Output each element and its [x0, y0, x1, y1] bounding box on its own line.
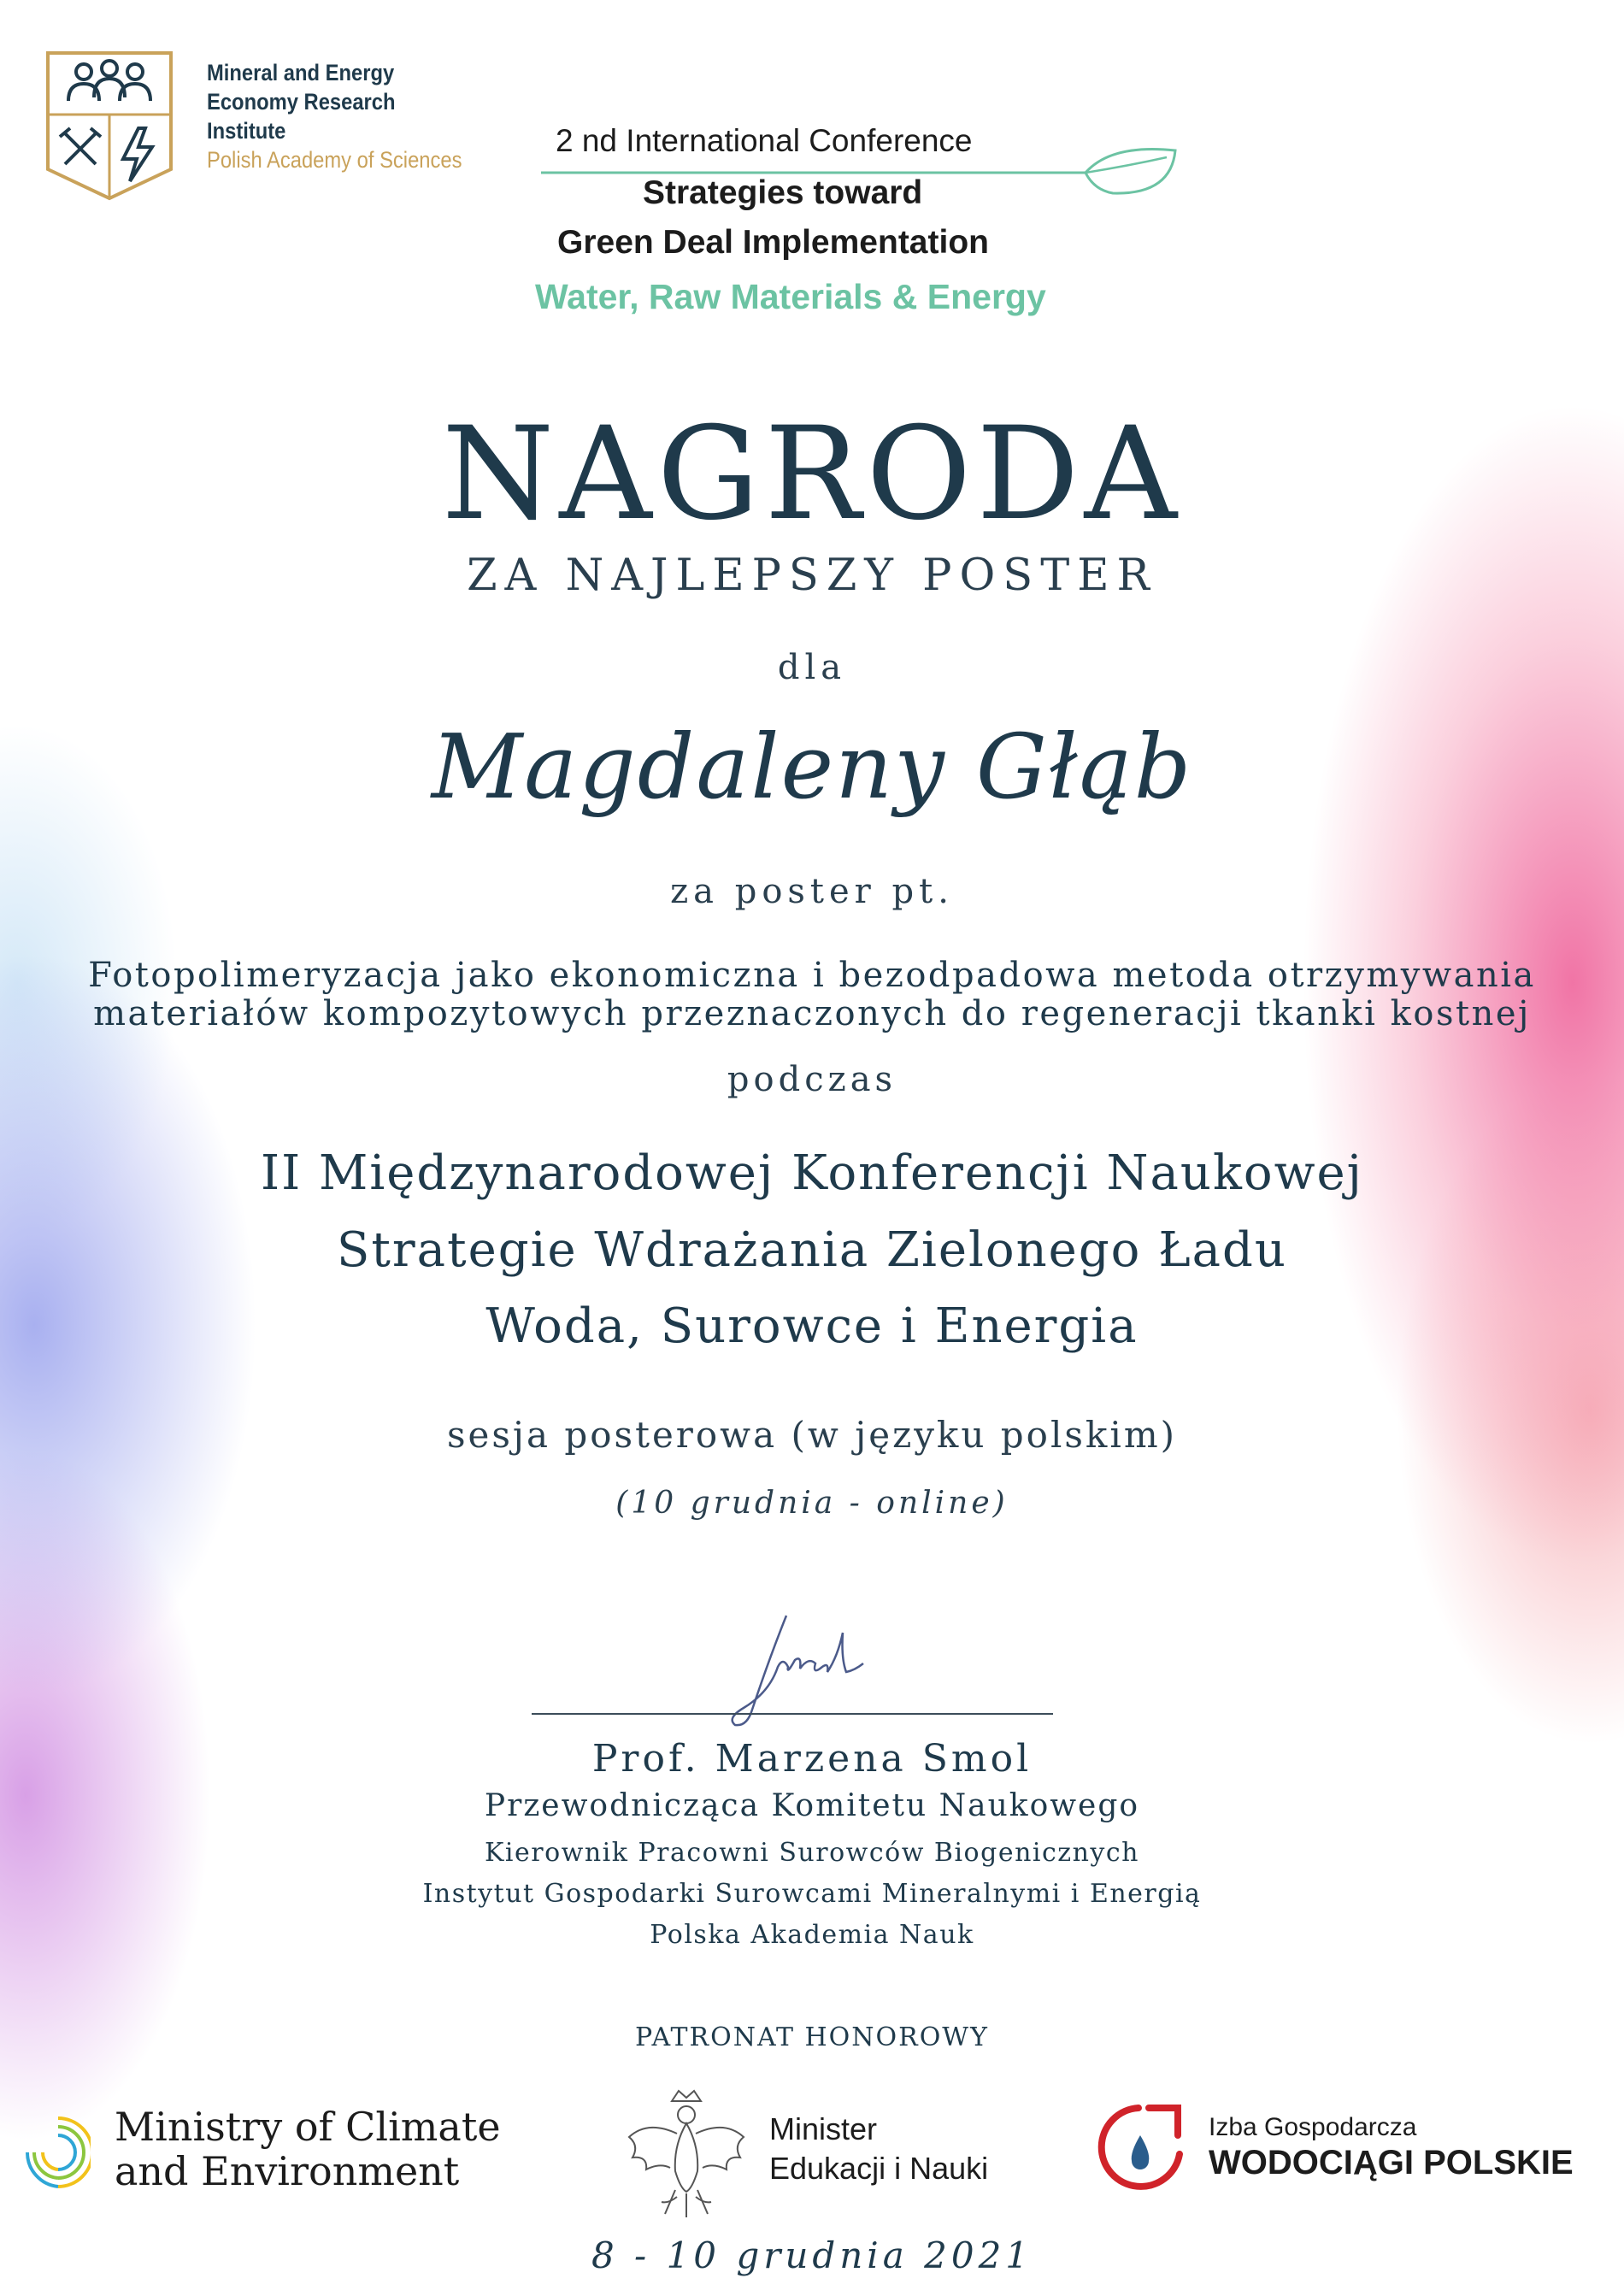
igwp-name-line2: WODOCIĄGI POLSKIE	[1209, 2144, 1574, 2181]
igwp-logo-icon	[1096, 2101, 1190, 2195]
minister-education-name	[769, 2110, 988, 2188]
session-label: sesja posterowa (w języku polskim)	[446, 1414, 1178, 1456]
signatory-line3: Polska Akademia Nauk	[650, 1920, 974, 1950]
signatory-line1: Kierownik Pracowni Surowców Biogenicznych	[485, 1838, 1139, 1868]
poster-title-line2: materiałów kompozytowych przeznaczonych do regeneracji tkanki kostnej	[93, 994, 1531, 1033]
igwp-name-line1: Izba Gospodarcza	[1209, 2113, 1417, 2141]
conference-dates: 8 - 10 grudnia 2021	[591, 2234, 1033, 2276]
ministry-climate-line2: and Environment	[115, 2148, 460, 2194]
conference-edition: 2 nd International Conference	[556, 123, 973, 158]
patronage-label: PATRONAT HONOROWY	[635, 2022, 989, 2052]
conference-subtitle: Water, Raw Materials & Energy	[535, 277, 1046, 316]
ministry-climate-logo-icon	[26, 2110, 91, 2195]
conference-pl-line1: II Międzynarodowej Konferencji Naukowej	[260, 1145, 1364, 1201]
conference-title-line2: Green Deal Implementation	[557, 224, 989, 261]
signature-line	[532, 1713, 1053, 1715]
institute-name-line3: Institute	[207, 118, 286, 144]
during-label: podczas	[727, 1060, 897, 1099]
institute-name-line2: Economy Research	[207, 89, 396, 115]
session-date: (10 grudnia - online)	[615, 1486, 1009, 1521]
polish-eagle-emblem-icon	[622, 2086, 750, 2222]
signature	[727, 1607, 880, 1744]
signatory-role: Przewodnicząca Komitetu Naukowego	[484, 1788, 1140, 1823]
institute-name-line1: Mineral and Energy	[207, 60, 395, 85]
award-subtitle: ZA NAJLEPSZY POSTER	[467, 550, 1157, 601]
award-for-label: dla	[777, 648, 847, 687]
signatory-name: Prof. Marzena Smol	[591, 1737, 1033, 1781]
conference-pl-line3: Woda, Surowce i Energia	[485, 1298, 1139, 1354]
minister-education-line1: Minister	[769, 2111, 878, 2146]
institute-shield-logo	[44, 50, 174, 202]
poster-title-line1: Fotopolimeryzacja jako ekonomiczna i bezodpadowa metoda otrzymywania	[88, 956, 1536, 995]
signatory-line2: Instytut Gospodarki Surowcami Mineralnymi i Energią	[422, 1879, 1202, 1909]
ministry-climate-line1: Ministry of Climate	[115, 2104, 501, 2150]
conference-pl-line2: Strategie Wdrażania Zielonego Ładu	[337, 1222, 1287, 1278]
minister-education-line2: Edukacji i Nauki	[769, 2151, 989, 2186]
ministry-climate-name	[115, 2105, 501, 2193]
conference-title-line1: Strategies toward	[643, 174, 923, 211]
institute-name-line4: Polish Academy of Sciences	[207, 147, 462, 173]
recipient-name: Magdaleny Głąb	[431, 715, 1193, 819]
institute-name	[207, 58, 497, 174]
for-poster-label: za poster pt.	[670, 872, 954, 911]
award-title: NAGRODA	[442, 400, 1182, 549]
